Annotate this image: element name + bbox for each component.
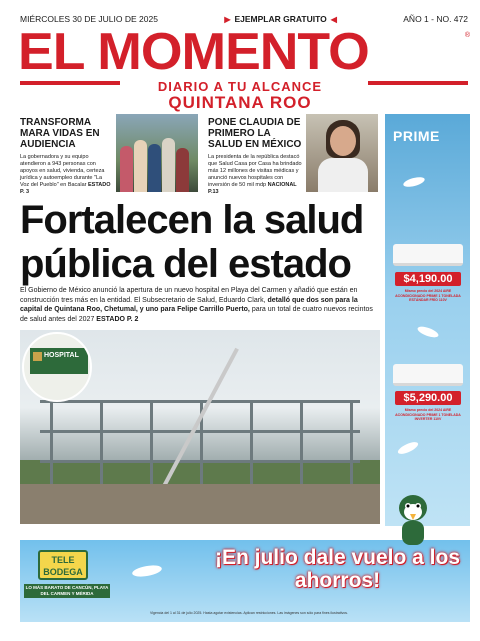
banner-fine-print: Vigencia del 1 al 31 de julio 2025. Hasta agotar existencias. Aplican restricciones. Las imágenes son sólo para fines ilustrativos. [150,611,348,615]
newspaper-logo: EL MOMENTO [18,23,369,81]
seagull-icon-2 [416,324,439,339]
ad-price-2: $5,290.00 [395,391,461,405]
story-right[interactable] [208,117,304,196]
banner-slogan: ¡En julio dale vuelo a los ahorros! [214,546,461,592]
seagull-icon [402,175,425,188]
story-left[interactable] [20,117,112,196]
tagline: DIARIO A TU ALCANCE [157,79,323,94]
triangle-right-icon: ▶ [224,14,231,24]
seagull-icon-3 [396,440,419,457]
main-lede [20,286,380,324]
side-advertisement[interactable] [385,114,470,526]
lede-part-a: El Gobierno de México anunció la apertura de un nuevo hospital en Playa del Carmen y añadió que están en construcción tres más en la entidad. El Subsecretario de Salud, Eduardo Clark, [20,287,358,304]
bird-mascot-icon [388,490,438,550]
hospital-sign-inset [22,332,92,402]
tele-bodega-tagline: LO MÁS BARATO DE CANCÚN, PLAYA DEL CARMEN Y MÉRIDA [25,585,109,596]
story-right-text: La presidenta de la república destacó que Salud Casa por Casa ha brindado más 12 millones de visitas médicas y anunció nuevos hospitales con inversión de 50 mil mdp [208,154,302,188]
story-left-headline: TRANSFORMA MARA VIDAS EN AUDIENCIA [20,117,100,150]
tele-bodega-logo: TELE BODEGA [38,550,88,580]
story-right-headline: PONE CLAUDIA DE PRIMERO LA SALUD EN MÉXICO [208,117,302,150]
masthead [18,23,470,81]
story-left-ref: ESTADO P. 3 [20,182,111,195]
air-conditioner-2 [393,364,463,386]
ad-price-1: $4,190.00 [395,272,461,286]
ad-note-1: Mismo precio del 2024 AIRE ACONDICIONADO PRIME 1 TONELADA ESTÁNDAR FRÍO 110V [395,289,461,302]
story-right-photo [306,114,378,192]
region-name: QUINTANA ROO [168,93,312,112]
issue-number: AÑO 1 - NO. 472 [403,14,468,24]
hospital-sign-text: HOSPITAL [44,352,79,359]
divider-right [368,81,468,85]
main-photo [20,330,380,524]
registered-mark-icon: ® [464,32,470,39]
bottom-banner-ad[interactable] [20,540,470,622]
main-ref: ESTADO P. 2 [96,315,139,323]
ad-note-2: Mismo precio del 2024 AIRE ACONDICIONADO PRIME 1 TONELADA INVERTER 110V [395,408,461,421]
lede-bold: detalló que dos son para la capital de Quintana Roo, Chetumal, y uno para Felipe Carrillo Puerto, [20,296,358,313]
story-left-text: La gobernadora y su equipo atendieron a 943 personas con apoyos en salud, vivienda, certeza jurídica y autoempleo durante "La Voz del Pueblo" en Bacalar [20,154,105,188]
issue-date: MIÉRCOLES 30 DE JULIO DE 2025 [20,14,158,24]
health-logo-icon [33,352,42,361]
free-copy-text: EJEMPLAR GRATUITO [234,14,327,24]
story-left-photo [116,114,198,192]
story-left-body [20,154,112,196]
ad-brand: PRIME [393,128,440,144]
story-right-ref: NACIONAL P.13 [208,182,297,195]
seagull-icon-4 [131,563,162,578]
story-right-body [208,154,304,196]
main-headline[interactable]: Fortalecen la salud pública del estado [20,198,364,286]
divider-left [20,81,120,85]
triangle-left-icon: ◀ [330,14,337,24]
lede-part-b: para un total de cuatro nuevos recintos de salud antes del 2027 [20,306,373,323]
air-conditioner-1 [393,244,463,266]
